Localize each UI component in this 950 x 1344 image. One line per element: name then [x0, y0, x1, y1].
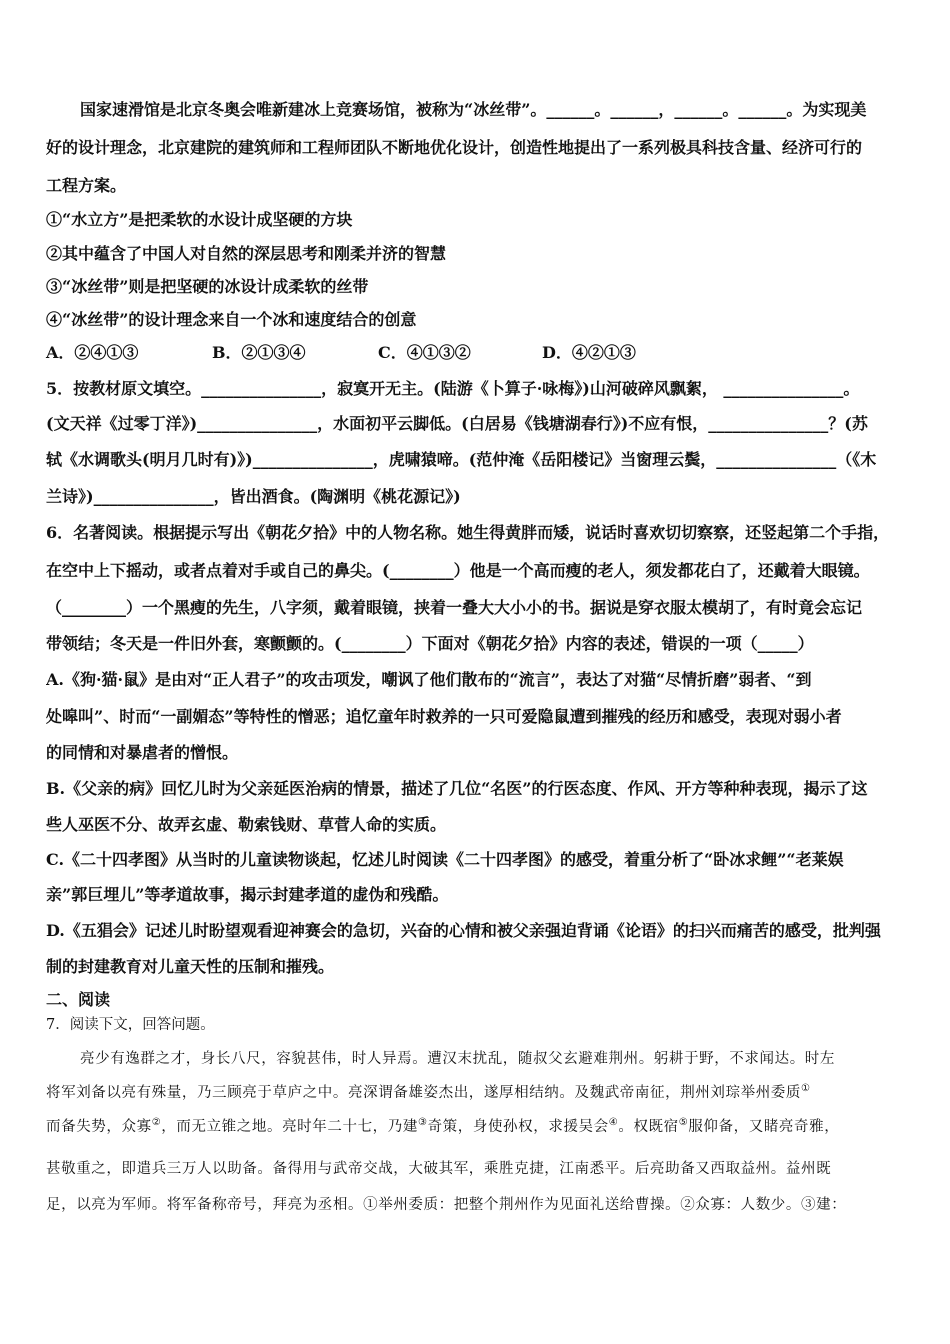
q6-choice-c-line-1: C.《二十四孝图》从当时的儿童读物谈起，忆述儿时阅读《二十四孝图》的感受，着重分析了“卧冰求鲤”“老莱娱 [46, 850, 844, 869]
section-heading: 二、阅读 [46, 990, 111, 1009]
q5-line-2: (文天祥《过零丁洋》)_______________，水面初平云脚低。(白居易《钱塘湖春行》)不应有恨，_______________？(苏 [46, 414, 868, 433]
passage-line-3-part-3: 奇策，身使孙权，求援吴会 [427, 1119, 609, 1135]
q6-choice-a-line-1: A.《狗·猫·鼠》是由对“正人君子”的攻击项发，嘲讽了他们散布的“流言”，表达了对猫“尽情折磨”弱者、“到 [46, 670, 812, 689]
passage-line-5: 足，以亮为军师。将军备称帝号，拜亮为丞相。①举州委质：把整个荆州作为见面礼送给曹操。②众寡：人数少。③建： [46, 1197, 847, 1213]
q4-item-3: ③“冰丝带”则是把坚硬的冰设计成柔软的丝带 [46, 277, 369, 296]
passage-line-3 [46, 1115, 908, 1139]
passage-line-3-part-1: 而备失势，众寡 [46, 1119, 152, 1135]
q4-item-2: ②其中蕴含了中国人对自然的深层思考和刚柔并济的智慧 [46, 244, 447, 263]
footnote-mark-3: ③ [417, 1117, 428, 1129]
q6-choice-b-line-2: 些人巫医不分、故弄玄虚、勒索钱财、草菅人命的实质。 [46, 815, 447, 834]
footnote-mark-2: ② [151, 1117, 162, 1129]
q4-paragraph-line-3: 工程方案。 [46, 176, 127, 195]
q4-item-1: ①“水立方”是把柔软的水设计成坚硬的方块 [46, 210, 353, 229]
q4-paragraph-line-2: 好的设计理念，北京建院的建筑师和工程师团队不断地优化设计，创造性地提出了一系列极具科技含量、经济可行的 [46, 138, 863, 157]
q7-intro: 7．阅读下文，回答问题。 [46, 1017, 215, 1033]
q6-line-1: 6．名著阅读。根据提示写出《朝花夕拾》中的人物名称。她生得黄胖而矮，说话时喜欢切切察察，还竖起第二个手指， [46, 523, 890, 542]
passage-line-3-part-4: 。权既宿 [618, 1119, 679, 1135]
q6-choice-b-line-1: B.《父亲的病》回忆儿时为父亲延医治病的情景，描述了几位“名医”的行医态度、作风、开方等种种表现，揭示了这 [46, 779, 868, 798]
q6-choice-a-line-2: 处嗥叫”、时而“一副媚态”等特性的憎恶；追忆童年时救养的一只可爱隐鼠遭到摧残的经历和感受，表现对弱小者 [46, 707, 842, 726]
q4-option-b: B．②①③④ [212, 343, 306, 362]
footnote-mark-4: ④ [608, 1117, 619, 1129]
passage-line-4: 甚敬重之，即遣兵三万人以助备。备得用与武帝交战，大破其军，乘胜克捷，江南悉平。后亮助备又西取益州。益州既 [46, 1161, 832, 1177]
q6-line-3: （________）一个黑瘦的先生，八字须，戴着眼镜，挟着一叠大大小小的书。据说是穿衣服太模胡了，有时竟会忘记 [46, 598, 863, 617]
footnote-mark-1: ① [801, 1083, 811, 1095]
passage-line-3-part-2: ，而无立锥之地。亮时年二十七，乃建 [161, 1119, 418, 1135]
passage-line-3-part-5: 服仰备，又睹亮奇雅， [688, 1119, 840, 1135]
q5-line-3: 轼《水调歌头(明月几时有)》)_______________，虎啸猿啼。(范仲淹《岳阳楼记》当窗理云鬓，_______________（《木 [46, 450, 877, 469]
q5-line-1: 5．按教材原文填空。_______________，寂寞开无主。(陆游《卜算子·咏梅》)山河破碎风飘絮， _______________。 [46, 379, 860, 398]
passage-line-2-text: 将军刘备以亮有殊量，乃三顾亮于草庐之中。亮深谓备雄姿杰出，遂厚相结纳。及魏武帝南征，荆州刘琮举州委质 [46, 1085, 801, 1101]
q6-choice-d-line-2: 制的封建教育对儿童天性的压制和摧残。 [46, 957, 335, 976]
passage-line-2 [46, 1081, 908, 1105]
q4-option-a: A．②④①③ [46, 343, 139, 362]
q6-choice-c-line-2: 亲”郭巨埋儿”等孝道故事，揭示封建孝道的虚伪和残酷。 [46, 885, 449, 904]
q4-option-c: C．④①③② [378, 343, 471, 362]
q6-line-2: 在空中上下摇动，或者点着对手或自己的鼻尖。(________）他是一个高而瘦的老人，须发都花白了，还戴着大眼镜。 [46, 561, 870, 580]
passage-line-1: 亮少有逸群之才，身长八尺，容貌甚伟，时人异焉。遭汉末扰乱，随叔父玄避难荆州。躬耕于野，不求闻达。时左 [80, 1051, 835, 1067]
q5-line-4: 兰诗》)_______________，皆出酒食。(陶渊明《桃花源记》) [46, 487, 461, 506]
q4-paragraph-line-1: 国家速滑馆是北京冬奥会唯新建冰上竞赛场馆，被称为“冰丝带”。______。______，______。______。为实现美 [80, 100, 867, 119]
footnote-mark-5: ⑤ [678, 1117, 689, 1129]
q6-choice-d-line-1: D.《五猖会》记述儿时盼望观看迎神赛会的急切，兴奋的心情和被父亲强迫背诵《论语》的扫兴而痛苦的感受，批判强 [46, 921, 881, 940]
q4-option-d: D．④②①③ [542, 343, 636, 362]
q4-item-4: ④“冰丝带”的设计理念来自一个冰和速度结合的创意 [46, 310, 417, 329]
q6-choice-a-line-3: 的同情和对暴虐者的憎恨。 [46, 743, 239, 762]
q6-line-4: 带领结；冬天是一件旧外套，寒颤颤的。(________）下面对《朝花夕拾》内容的表述，错误的一项（_____） [46, 634, 814, 653]
